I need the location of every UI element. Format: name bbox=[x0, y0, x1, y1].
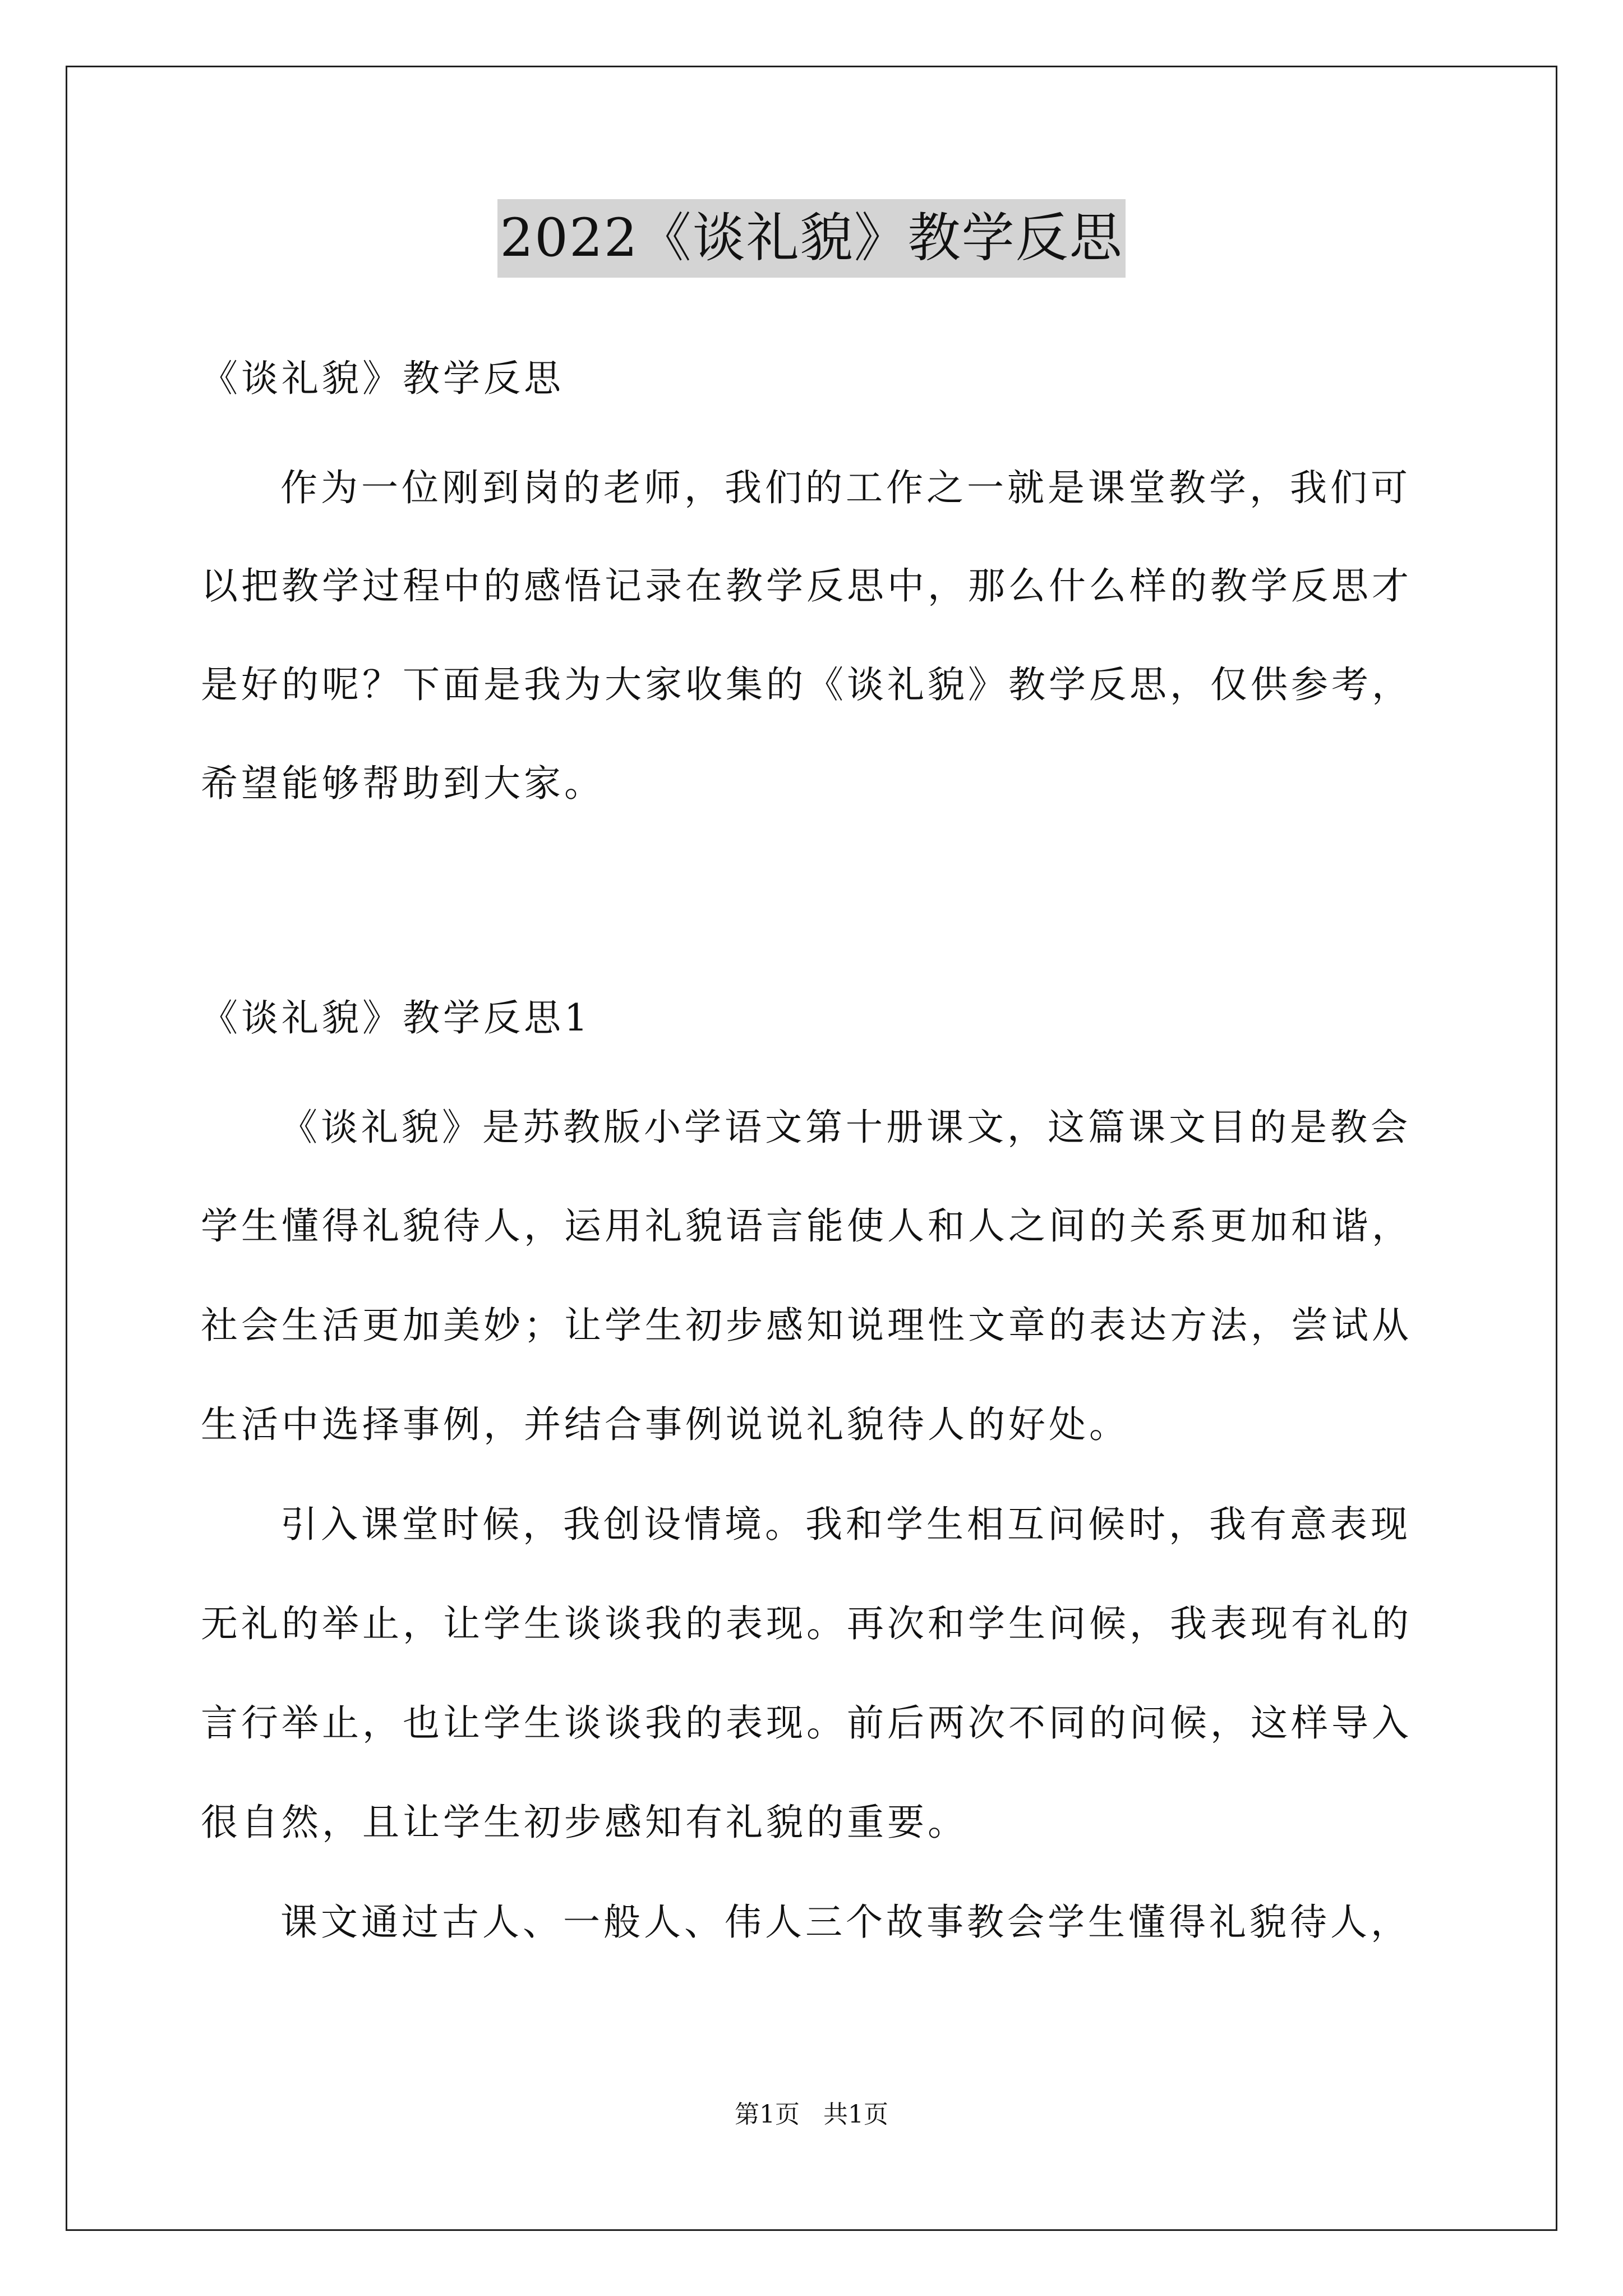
body-paragraph-line: 言行举止，也让学生谈谈我的表现。前后两次不同的问候，这样导入 bbox=[201, 1701, 1412, 1745]
body-paragraph-line: 学生懂得礼貌待人，运用礼貌语言能使人和人之间的关系更加和谐， bbox=[201, 1204, 1412, 1248]
body-paragraph-line: 生活中选择事例，并结合事例说说礼貌待人的好处。 bbox=[201, 1403, 1129, 1446]
page-number: 第1页 bbox=[735, 2100, 800, 2129]
body-paragraph-line: 社会生活更加美妙；让学生初步感知说理性文章的表达方法，尝试从 bbox=[201, 1304, 1412, 1347]
intro-paragraph-line: 是好的呢？下面是我为大家收集的《谈礼貌》教学反思，仅供参考， bbox=[201, 663, 1412, 706]
body-paragraph-line: 《谈礼貌》是苏教版小学语文第十册课文，这篇课文目的是教会 bbox=[280, 1106, 1411, 1149]
section-heading: 《谈礼貌》教学反思1 bbox=[201, 996, 591, 1039]
document-title: 2022《谈礼貌》教学反思 bbox=[497, 199, 1125, 278]
title-container bbox=[0, 199, 1623, 278]
intro-heading: 《谈礼貌》教学反思 bbox=[201, 357, 564, 400]
page-total: 共1页 bbox=[823, 2100, 888, 2129]
body-paragraph-line: 很自然，且让学生初步感知有礼貌的重要。 bbox=[201, 1801, 968, 1844]
intro-paragraph-line: 希望能够帮助到大家。 bbox=[201, 762, 605, 805]
body-paragraph-line: 无礼的举止，让学生谈谈我的表现。再次和学生问候，我表现有礼的 bbox=[201, 1602, 1412, 1645]
intro-paragraph-line: 以把教学过程中的感悟记录在教学反思中，那么什么样的教学反思才 bbox=[201, 564, 1412, 608]
intro-paragraph-line: 作为一位刚到岗的老师，我们的工作之一就是课堂教学，我们可 bbox=[280, 466, 1411, 509]
page-footer bbox=[0, 2098, 1623, 2132]
body-paragraph-line: 课文通过古人、一般人、伟人三个故事教会学生懂得礼貌待人， bbox=[280, 1901, 1411, 1944]
body-paragraph-line: 引入课堂时候，我创设情境。我和学生相互问候时，我有意表现 bbox=[280, 1503, 1411, 1546]
